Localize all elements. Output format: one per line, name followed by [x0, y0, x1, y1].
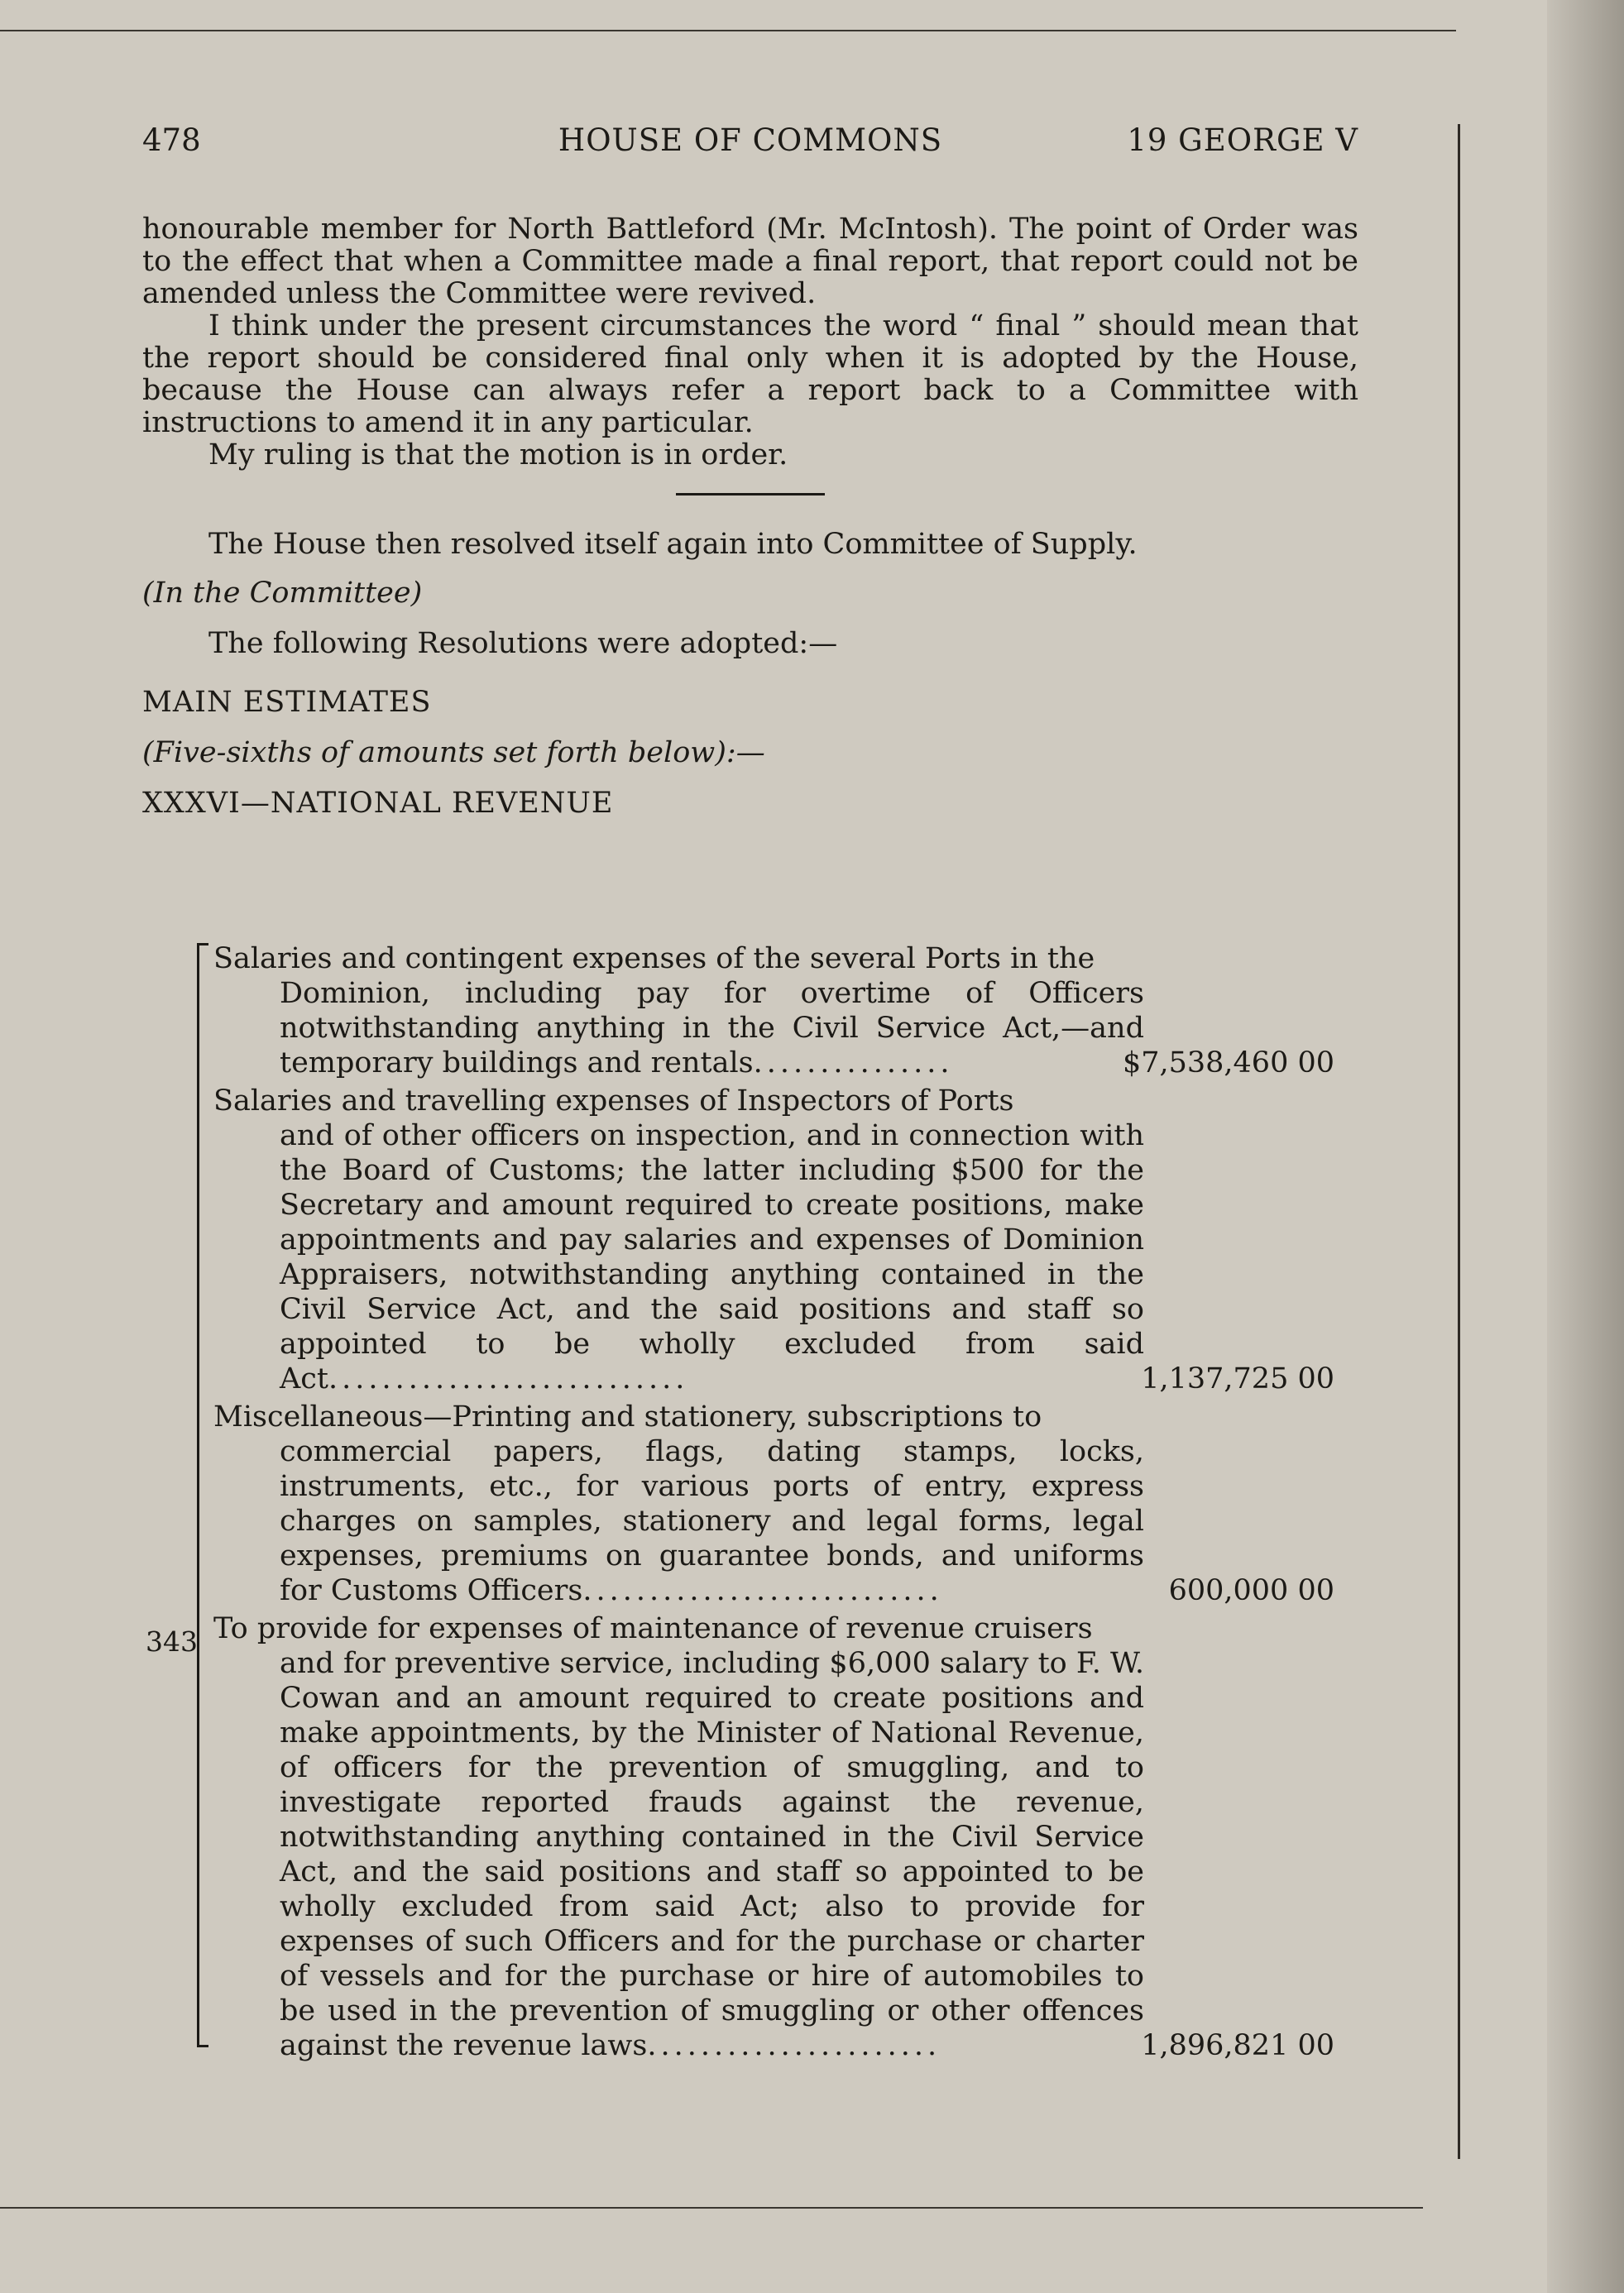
section-divider — [676, 493, 825, 495]
estimate-item — [213, 1400, 1388, 1608]
leader-dots: ........................... — [582, 1574, 943, 1607]
estimate-item-description: and for preventive service, including $6,000 salary to F. W. Cowan and an amount required to create positions and make appointments, by the Minister of National Revenue, of officers for the prevention of smuggling, and to investigate reported frauds against the revenue, notwithstanding anything contained in the Civil Service Act, and the said positions and staff so appointed to be wholly excluded from said Act; also to provide for expenses of such Officers and for the purchase or charter of vessels and for the purchase or hire of automobiles to be used in the prevention of smuggling or other offences against the revenue laws — [280, 1647, 1144, 2062]
estimate-item-first-line: Salaries and travelling expenses of Inspectors of Ports — [213, 1084, 1014, 1118]
section-heading: XXXVI—NATIONAL REVENUE — [142, 787, 614, 820]
page-title: HOUSE OF COMMONS — [558, 122, 943, 158]
estimate-item-first-line: Salaries and contingent expenses of the several Ports in the — [213, 942, 1095, 975]
estimate-amount: 1,896,821 00 — [1141, 2029, 1334, 2062]
estimates-heading: MAIN ESTIMATES — [142, 686, 432, 719]
page-edge-shadow — [1547, 0, 1624, 2293]
paragraph-committee-of-supply: The House then resolved itself again into Committee of Supply. — [208, 528, 1138, 561]
leader-dots: ........................... — [328, 1362, 689, 1395]
estimate-item — [213, 1611, 1388, 2063]
top-rule — [0, 30, 1456, 31]
estimate-item — [213, 941, 1388, 1080]
estimate-amount: 1,137,725 00 — [1141, 1362, 1334, 1395]
paragraph-resolutions: The following Resolutions were adopted:— — [208, 627, 838, 660]
estimate-item-first-line: Miscellaneous—Printing and stationery, subscriptions to — [213, 1400, 1042, 1434]
paragraph-ruling-reason: I think under the present circumstances the word “ final ” should mean that the report should be considered final only when it is adopted by the House, because the House can always refer a report back to a Committee with instructions to amend it in any particular. — [142, 309, 1358, 439]
brace-number: 343 — [146, 1625, 198, 1658]
bottom-rule — [0, 2207, 1423, 2209]
column-rule — [1458, 124, 1460, 2159]
page-header — [142, 122, 1358, 164]
paragraph-ruling: My ruling is that the motion is in order. — [208, 438, 788, 472]
page-body — [142, 213, 1358, 820]
estimate-item-description: and of other officers on inspection, and in connection with the Board of Customs; the latter including $500 for the Secretary and amount required to create positions, make appointments and pay salaries and expenses of Dominion Appraisers, notwithstanding anything contained in the Civil Service Act, and the said positions and staff so appointed to be wholly excluded from said Act — [280, 1119, 1144, 1395]
leader-dots: ...................... — [647, 2029, 941, 2062]
estimate-amount: $7,538,460 00 — [1122, 1046, 1334, 1079]
page-number: 478 — [142, 122, 201, 158]
estimate-item-description: commercial papers, flags, dating stamps, locks, instruments, etc., for various ports of entry, express charges on samples, stationery and legal forms, legal expenses, premiums on guarantee bonds, and uniforms for Customs Officers — [280, 1435, 1144, 1607]
estimate-amount: 600,000 00 — [1168, 1574, 1334, 1607]
paragraph-ruling-context: honourable member for North Battleford (Mr. McIntosh). The point of Order was to the effect that when a Committee made a final report, that report could not be amended unless the Committee were revived. — [142, 213, 1358, 310]
leader-dots: ............... — [753, 1046, 954, 1079]
estimates-list — [213, 941, 1388, 2063]
committee-note: (In the Committee) — [142, 577, 423, 610]
estimate-item-description: Dominion, including pay for overtime of Officers notwithstanding anything in the Civil Service Act,—and temporary buildings and rentals — [280, 977, 1144, 1079]
session-label: 19 GEORGE V — [1127, 122, 1358, 158]
estimates-subheading: (Five-sixths of amounts set forth below):— — [142, 736, 765, 769]
estimate-item — [213, 1084, 1388, 1396]
estimate-item-first-line: To provide for expenses of maintenance of revenue cruisers — [213, 1612, 1093, 1645]
